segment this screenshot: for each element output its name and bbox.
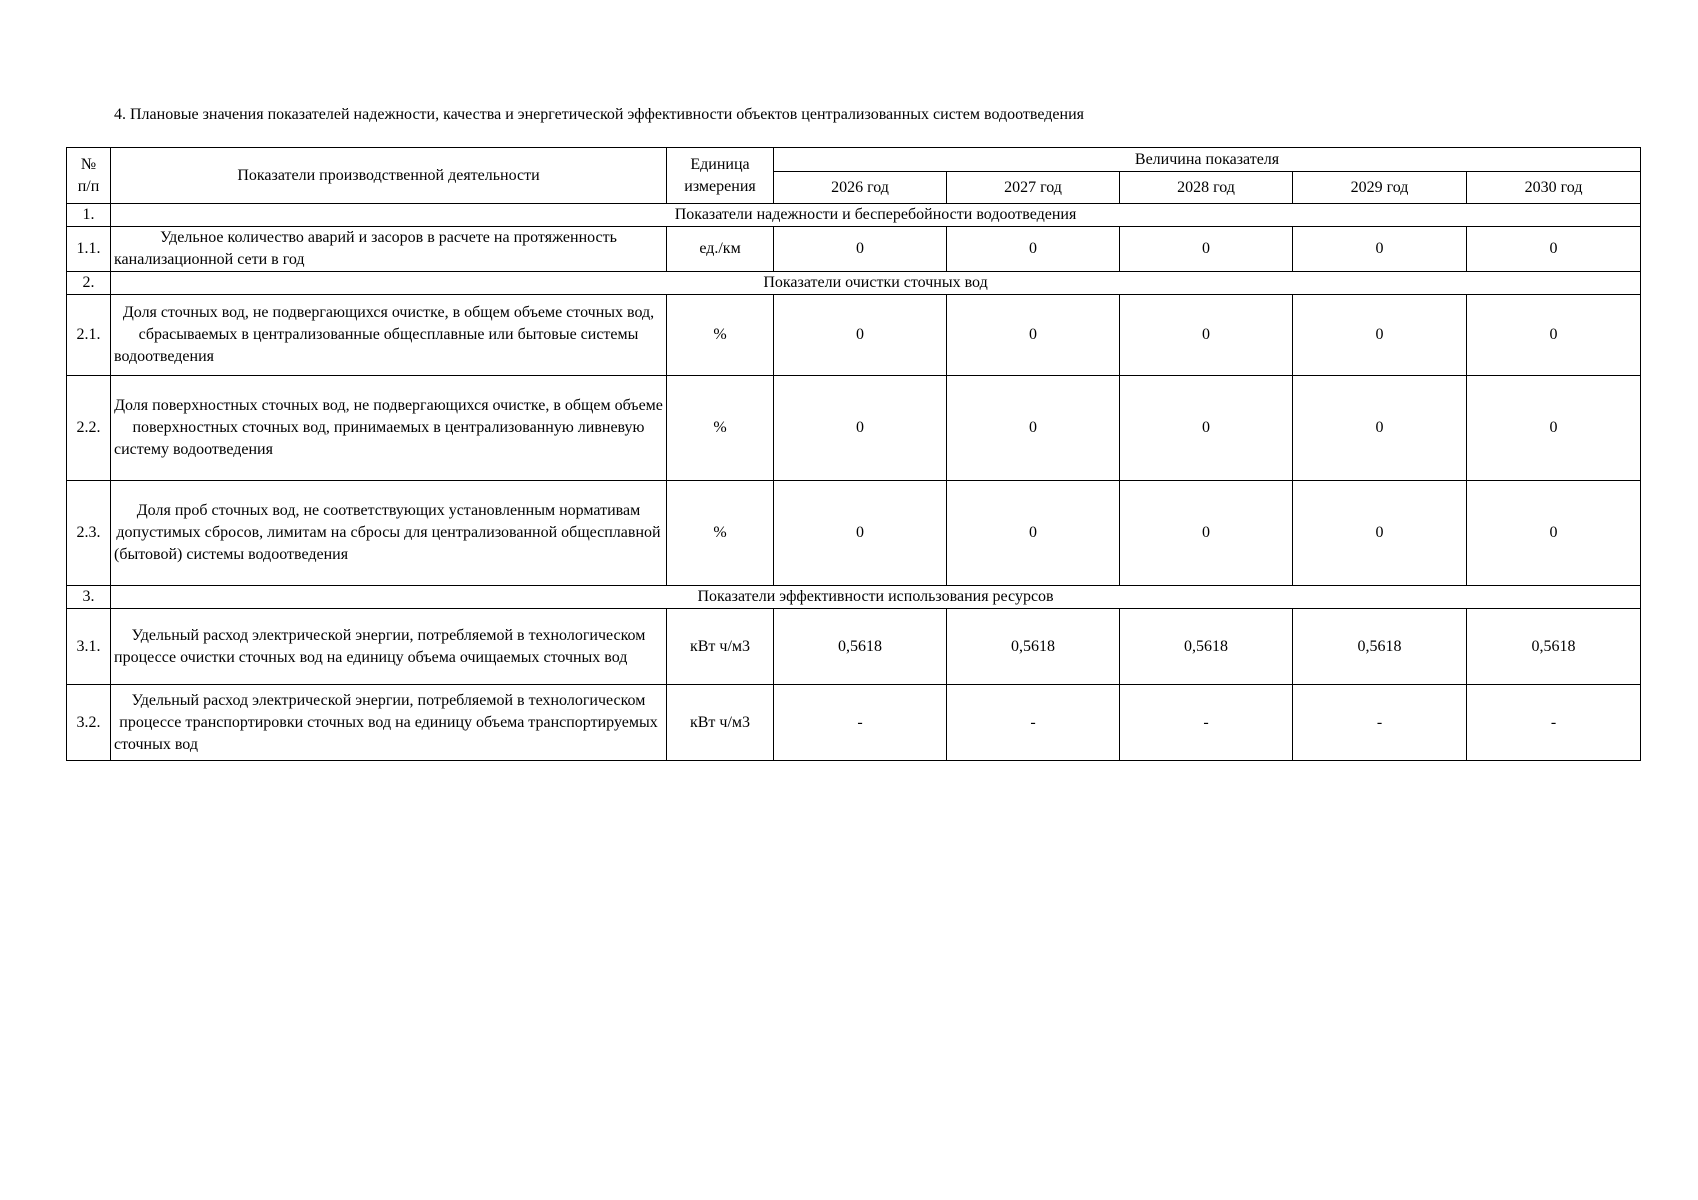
section-title: Показатели эффективности использования ресурсов xyxy=(111,586,1641,609)
table-row xyxy=(67,295,1641,376)
header-indicator: Показатели производственной деятельности xyxy=(111,148,667,204)
row-value: 0 xyxy=(1467,481,1641,586)
row-value: 0 xyxy=(1467,295,1641,376)
row-unit: кВт ч/м3 xyxy=(667,609,774,685)
header-year: 2026 год xyxy=(774,172,947,204)
row-value: 0 xyxy=(1120,481,1293,586)
row-value: 0,5618 xyxy=(774,609,947,685)
section-title: Показатели очистки сточных вод xyxy=(111,272,1641,295)
row-value: 0 xyxy=(1293,376,1467,481)
table-row xyxy=(67,376,1641,481)
header-number xyxy=(67,148,111,204)
row-number: 3.2. xyxy=(67,685,111,761)
section-number: 3. xyxy=(67,586,111,609)
row-indicator-name: Удельное количество аварий и засоров в расчете на протяженность канализационной сети в год xyxy=(111,227,667,272)
row-unit: ед./км xyxy=(667,227,774,272)
row-value: - xyxy=(1467,685,1641,761)
row-unit: кВт ч/м3 xyxy=(667,685,774,761)
row-value: - xyxy=(1120,685,1293,761)
row-indicator-name: Доля проб сточных вод, не соответствующих установленным нормативам допустимых сбросов, лимитам на сбросы для централизованной общесплавной (бытовой) системы водоотведения xyxy=(111,481,667,586)
row-value: 0 xyxy=(947,376,1120,481)
row-value: 0 xyxy=(1120,227,1293,272)
row-value: 0,5618 xyxy=(947,609,1120,685)
row-value: 0 xyxy=(1293,295,1467,376)
row-value: 0 xyxy=(1467,227,1641,272)
row-value: 0 xyxy=(947,481,1120,586)
row-value: 0,5618 xyxy=(1467,609,1641,685)
header-year: 2030 год xyxy=(1467,172,1641,204)
section-number: 1. xyxy=(67,204,111,227)
row-value: - xyxy=(947,685,1120,761)
row-value: 0 xyxy=(1467,376,1641,481)
table-row xyxy=(67,227,1641,272)
row-value: 0,5618 xyxy=(1120,609,1293,685)
row-number: 1.1. xyxy=(67,227,111,272)
section-row xyxy=(67,204,1641,227)
header-year: 2029 год xyxy=(1293,172,1467,204)
row-number: 2.2. xyxy=(67,376,111,481)
header-unit xyxy=(667,148,774,204)
header-number-line1: № xyxy=(80,155,97,173)
row-value: 0 xyxy=(1120,295,1293,376)
row-indicator-name: Удельный расход электрической энергии, потребляемой в технологическом процессе транспортировки сточных вод на единицу объема транспортируемых сточных вод xyxy=(111,685,667,761)
row-value: - xyxy=(774,685,947,761)
row-indicator-name: Доля сточных вод, не подвергающихся очистке, в общем объеме сточных вод, сбрасываемых в централизованные общесплавные или бытовые системы водоотведения xyxy=(111,295,667,376)
row-value: 0 xyxy=(774,227,947,272)
header-year: 2028 год xyxy=(1120,172,1293,204)
row-value: 0,5618 xyxy=(1293,609,1467,685)
header-value: Величина показателя xyxy=(774,148,1641,172)
row-value: 0 xyxy=(774,481,947,586)
row-indicator-name: Доля поверхностных сточных вод, не подвергающихся очистке, в общем объеме поверхностных сточных вод, принимаемых в централизованную ливневую систему водоотведения xyxy=(111,376,667,481)
section-title: Показатели надежности и бесперебойности водоотведения xyxy=(111,204,1641,227)
row-value: 0 xyxy=(1120,376,1293,481)
row-number: 3.1. xyxy=(67,609,111,685)
table-row xyxy=(67,481,1641,586)
document-title: 4. Плановые значения показателей надежности, качества и энергетической эффективности объектов централизованных систем водоотведения xyxy=(114,106,1084,123)
row-number: 2.1. xyxy=(67,295,111,376)
section-row xyxy=(67,586,1641,609)
table-row xyxy=(67,685,1641,761)
section-number: 2. xyxy=(67,272,111,295)
indicators-table xyxy=(66,147,1641,761)
row-unit: % xyxy=(667,481,774,586)
row-unit: % xyxy=(667,376,774,481)
row-value: - xyxy=(1293,685,1467,761)
row-indicator-name: Удельный расход электрической энергии, потребляемой в технологическом процессе очистки сточных вод на единицу объема очищаемых сточных вод xyxy=(111,609,667,685)
header-unit-line1: Единица xyxy=(690,155,750,173)
row-value: 0 xyxy=(947,227,1120,272)
row-value: 0 xyxy=(1293,481,1467,586)
row-value: 0 xyxy=(947,295,1120,376)
header-year: 2027 год xyxy=(947,172,1120,204)
row-number: 2.3. xyxy=(67,481,111,586)
section-row xyxy=(67,272,1641,295)
row-value: 0 xyxy=(774,295,947,376)
row-value: 0 xyxy=(1293,227,1467,272)
row-unit: % xyxy=(667,295,774,376)
header-number-line2: п/п xyxy=(77,177,100,195)
table-row xyxy=(67,609,1641,685)
header-unit-line2: измерения xyxy=(684,177,756,195)
row-value: 0 xyxy=(774,376,947,481)
